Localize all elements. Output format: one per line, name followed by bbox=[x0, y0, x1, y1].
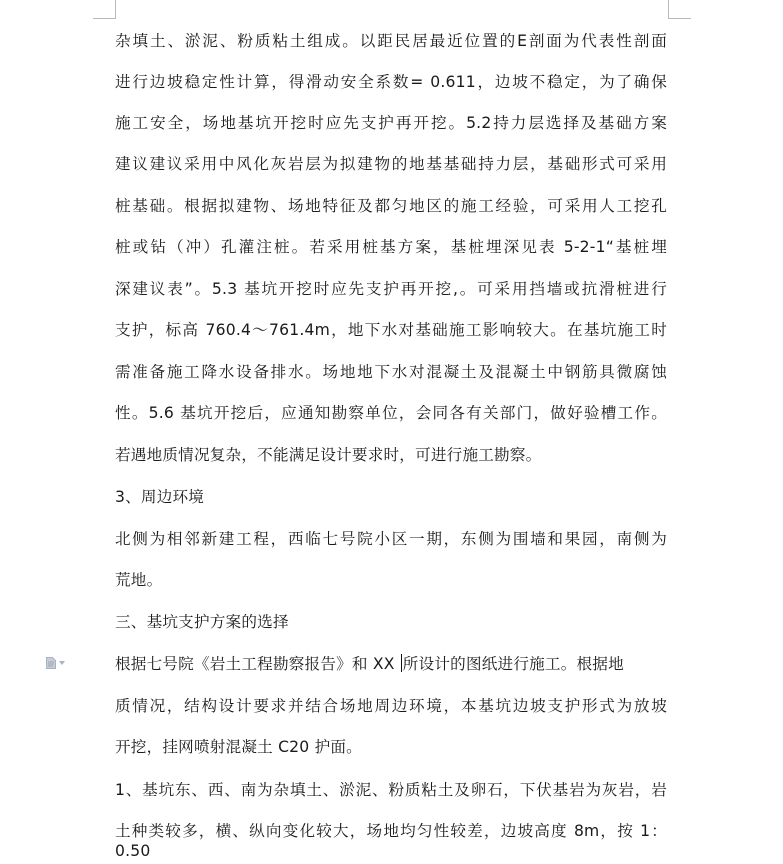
paragraph-line[interactable]: 若遇地质情况复杂，不能满足设计要求时，可进行施工勘察。 bbox=[115, 446, 542, 464]
paragraph-line[interactable]: 施工安全，场地基坑开挖时应先支护再开挖。5.2持力层选择及基础方案 bbox=[115, 114, 667, 132]
paragraph-line[interactable]: 性。5.6 基坑开挖后，应通知勘察单位，会同各有关部门，做好验槽工作。 bbox=[115, 404, 667, 422]
paragraph-line[interactable]: 进行边坡稳定性计算，得滑动安全系数= 0.611，边坡不稳定，为了确保 bbox=[115, 73, 667, 91]
paragraph-line[interactable]: 开挖，挂网喷射混凝土 C20 护面。 bbox=[115, 738, 362, 756]
section-heading[interactable]: 三、基坑支护方案的选择 bbox=[115, 613, 289, 631]
caret-down-icon bbox=[59, 661, 65, 665]
text-cursor bbox=[401, 654, 402, 672]
paragraph-line[interactable]: 需准备施工降水设备排水。场地地下水对混凝土及混凝土中钢筋具微腐蚀 bbox=[115, 363, 667, 381]
paragraph-line[interactable]: 荒地。 bbox=[115, 571, 163, 589]
text-before-cursor: 根据七号院《岩土工程勘察报告》和 XX bbox=[115, 655, 400, 673]
paragraph-line[interactable]: 深建议表”。5.3 基坑开挖时应先支护再开挖,。可采用挡墙或抗滑桩进行 bbox=[115, 280, 667, 298]
paragraph-line[interactable]: 1、基坑东、西、南为杂填土、淤泥、粉质粘土及卵石，下伏基岩为灰岩，岩 bbox=[115, 781, 667, 799]
paragraph-options-button[interactable] bbox=[46, 655, 76, 671]
paragraph-line[interactable]: 桩基础。根据拟建物、场地特征及都匀地区的施工经验，可采用人工挖孔 bbox=[115, 197, 667, 215]
crop-mark-top-right bbox=[668, 0, 691, 19]
paragraph-line[interactable]: 北侧为相邻新建工程，西临七号院小区一期，东侧为围墙和果园，南侧为 bbox=[115, 530, 667, 548]
paragraph-line[interactable]: 支护，标高 760.4～761.4m，地下水对基础施工影响较大。在基坑施工时 bbox=[115, 321, 667, 339]
section-heading[interactable]: 3、周边环境 bbox=[115, 488, 205, 506]
crop-mark-top-left bbox=[93, 0, 116, 19]
paragraph-line[interactable]: 桩或钻（冲）孔灌注桩。若采用桩基方案，基桩埋深见表 5-2-1“基桩埋 bbox=[115, 238, 667, 256]
document-icon bbox=[46, 657, 56, 669]
paragraph-line[interactable]: 土种类较多，横、纵向变化较大，场地均匀性较差，边坡高度 8m，按 1：0.50 bbox=[115, 822, 667, 860]
paragraph-line[interactable]: 杂填土、淤泥、粉质粘土组成。以距民居最近位置的E剖面为代表性剖面 bbox=[115, 32, 667, 50]
paragraph-line[interactable]: 质情况，结构设计要求并结合场地周边环境，本基坑边坡支护形式为放坡 bbox=[115, 697, 667, 715]
paragraph-line-with-cursor[interactable] bbox=[115, 654, 667, 674]
text-after-cursor: 所设计的图纸进行施工。根据地 bbox=[402, 655, 624, 673]
paragraph-line[interactable]: 建议建议采用中风化灰岩层为拟建物的地基基础持力层，基础形式可采用 bbox=[115, 155, 667, 173]
